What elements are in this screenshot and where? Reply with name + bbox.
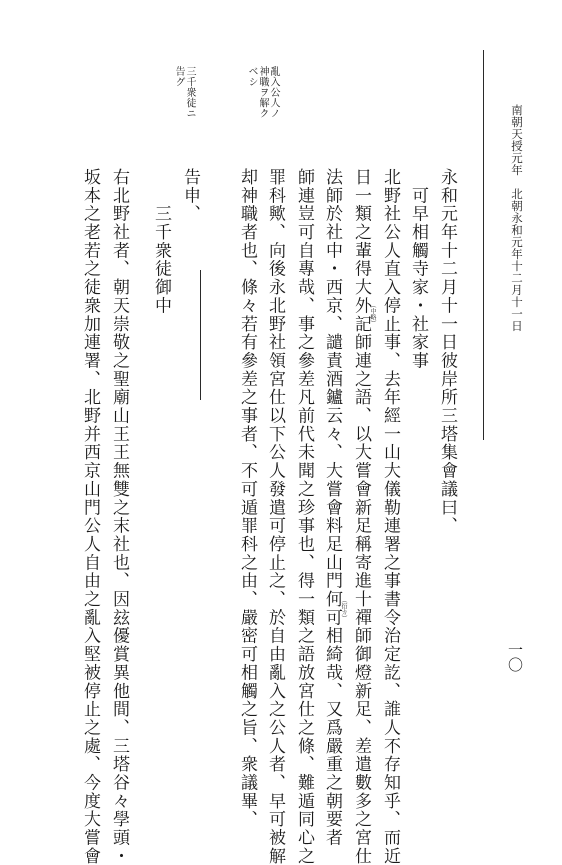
body-line-3: 北野社公人直入停止事、去年經一山大儀勒連署之事書令治定訖、誰人不存知乎、而近 (380, 168, 400, 865)
body-line-2: 可早相觸寺家・社家事 (408, 168, 428, 370)
section-rule-1 (200, 270, 201, 400)
body-line-12: 坂本之老若之徒衆加連署、北野并西京山門公人自由之亂入堅被停止之處、今度大嘗會 (80, 168, 100, 865)
body-line-7: 罪科歟、向後永北野社領宮仕以下公人發遣可停止之、於自由亂入之公人者、早可被解 (265, 168, 285, 865)
body-line-11: 右北野社者、朝天崇敬之聖廟山王王無雙之末社也、因玆優賞異他間、三塔谷々學頭・ (109, 168, 129, 865)
margin-note-announce: 三千衆徒ニ 告グ (173, 66, 195, 119)
body-line-5: 法師於社中・西京、譴責酒鑪云々、大嘗會料足山門何可相綺哉、又爲嚴重之朝要者 (322, 168, 342, 847)
gloss-chuuryaku: （中略） (369, 302, 376, 326)
body-line-10: 三千衆徒御中 (151, 168, 171, 315)
body-line-1: 永和元年十二月十一日彼岸所三塔集會議曰、 (437, 168, 457, 535)
gloss-tsuka: （衍カ） (340, 597, 347, 621)
body-line-6: 師連豈可自專哉、事之參差凡前代未聞之珍事也、得一類之語放宮仕之條、難遁同心之 (294, 168, 314, 865)
header-rule (483, 50, 484, 440)
body-line-9: 告申、 (180, 168, 200, 224)
page-number: 一〇 (506, 642, 524, 672)
body-line-8: 却神職者也、條々若有參差之事者、不可遁罪科之由、嚴密可相觸之旨、衆議畢、 (237, 168, 257, 829)
body-line-4-text: 日一類之輩得大外記師連之語、以大嘗會新足稱寄進十禪師御燈新足、差遣數多之宮仕 (351, 168, 371, 865)
body-line-4 (352, 168, 369, 865)
margin-note-dismiss: 亂入公人ノ 神職ヲ解ク ベシ (246, 66, 279, 119)
running-header: 南朝天授元年 北朝永和元年十二月十一日 (510, 104, 524, 332)
